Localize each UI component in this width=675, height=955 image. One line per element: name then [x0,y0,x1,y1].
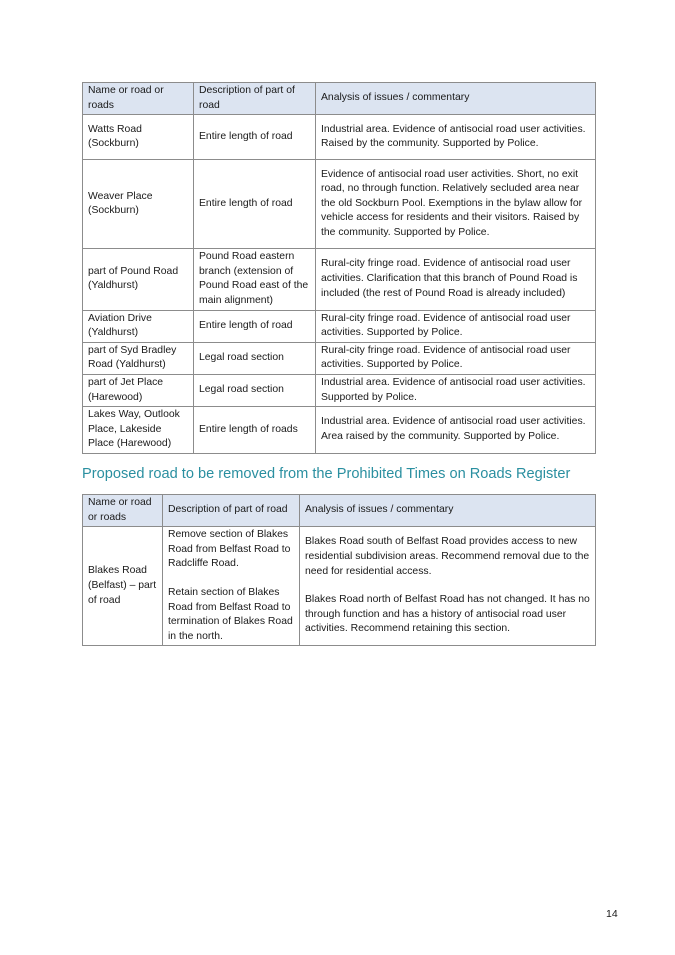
road-analysis [300,527,596,646]
road-analysis: Rural-city fringe road. Evidence of antisocial road user activities. Supported by Police. [316,342,596,374]
roads-added-table [82,82,596,454]
road-name: part of Jet Place (Harewood) [83,374,194,406]
header-analysis: Analysis of issues / commentary [300,495,596,527]
road-name: Blakes Road (Belfast) – part of road [83,527,163,646]
table-row [83,374,596,406]
road-description: Pound Road eastern branch (extension of Pound Road east of the main alignment) [194,249,316,310]
road-name: Weaver Place (Sockburn) [83,160,194,249]
table-header-row [83,83,596,115]
header-description: Description of part of road [163,495,300,527]
header-name: Name or road or roads [83,83,194,115]
description-retain: Retain section of Blakes Road from Belfast Road to termination of Blakes Road in the north. [168,586,293,642]
table-row [83,527,596,646]
table-row [83,342,596,374]
road-analysis: Evidence of antisocial road user activities. Short, no exit road, no through function. Relatively secluded area near the old Sockburn Pool. Exemptions in the bylaw allow for vehicle access for residents and their visitors. Raised by the community. Supported by Police. [316,160,596,249]
table-row [83,407,596,454]
road-analysis: Rural-city fringe road. Evidence of antisocial road user activities. Supported by Police. [316,310,596,342]
analysis-south: Blakes Road south of Belfast Road provides access to new residential subdivision areas. Recommend removal due to the need for residential access. [305,536,590,577]
table-row [83,160,596,249]
table-row [83,249,596,310]
section-heading: Proposed road to be removed from the Prohibited Times on Roads Register [82,466,571,482]
road-name: Lakes Way, Outlook Place, Lakeside Place (Harewood) [83,407,194,454]
road-name: Aviation Drive (Yaldhurst) [83,310,194,342]
roads-removed-table [82,494,596,646]
header-name: Name or road or roads [83,495,163,527]
road-name: part of Pound Road (Yaldhurst) [83,249,194,310]
road-description: Entire length of road [194,115,316,160]
analysis-north: Blakes Road north of Belfast Road has not changed. It has no through function and has a history of antisocial road user activities. Recommend retaining this section. [305,594,590,635]
table-row [83,115,596,160]
road-name: part of Syd Bradley Road (Yaldhurst) [83,342,194,374]
road-name: Watts Road (Sockburn) [83,115,194,160]
page-number: 14 [606,908,618,920]
table-header-row [83,495,596,527]
road-description: Legal road section [194,374,316,406]
description-remove: Remove section of Blakes Road from Belfast Road to Radcliffe Road. [168,529,291,570]
road-description: Entire length of road [194,160,316,249]
header-analysis: Analysis of issues / commentary [316,83,596,115]
road-analysis: Industrial area. Evidence of antisocial road user activities. Supported by Police. [316,374,596,406]
road-description: Legal road section [194,342,316,374]
header-description: Description of part of road [194,83,316,115]
road-description: Entire length of roads [194,407,316,454]
road-analysis: Industrial area. Evidence of antisocial road user activities. Area raised by the community. Supported by Police. [316,407,596,454]
road-description [163,527,300,646]
road-analysis: Industrial area. Evidence of antisocial road user activities. Raised by the community. Supported by Police. [316,115,596,160]
table-row [83,310,596,342]
road-description: Entire length of road [194,310,316,342]
road-analysis: Rural-city fringe road. Evidence of antisocial road user activities. Clarification that this branch of Pound Road is included (the rest of Pound Road is already included) [316,249,596,310]
